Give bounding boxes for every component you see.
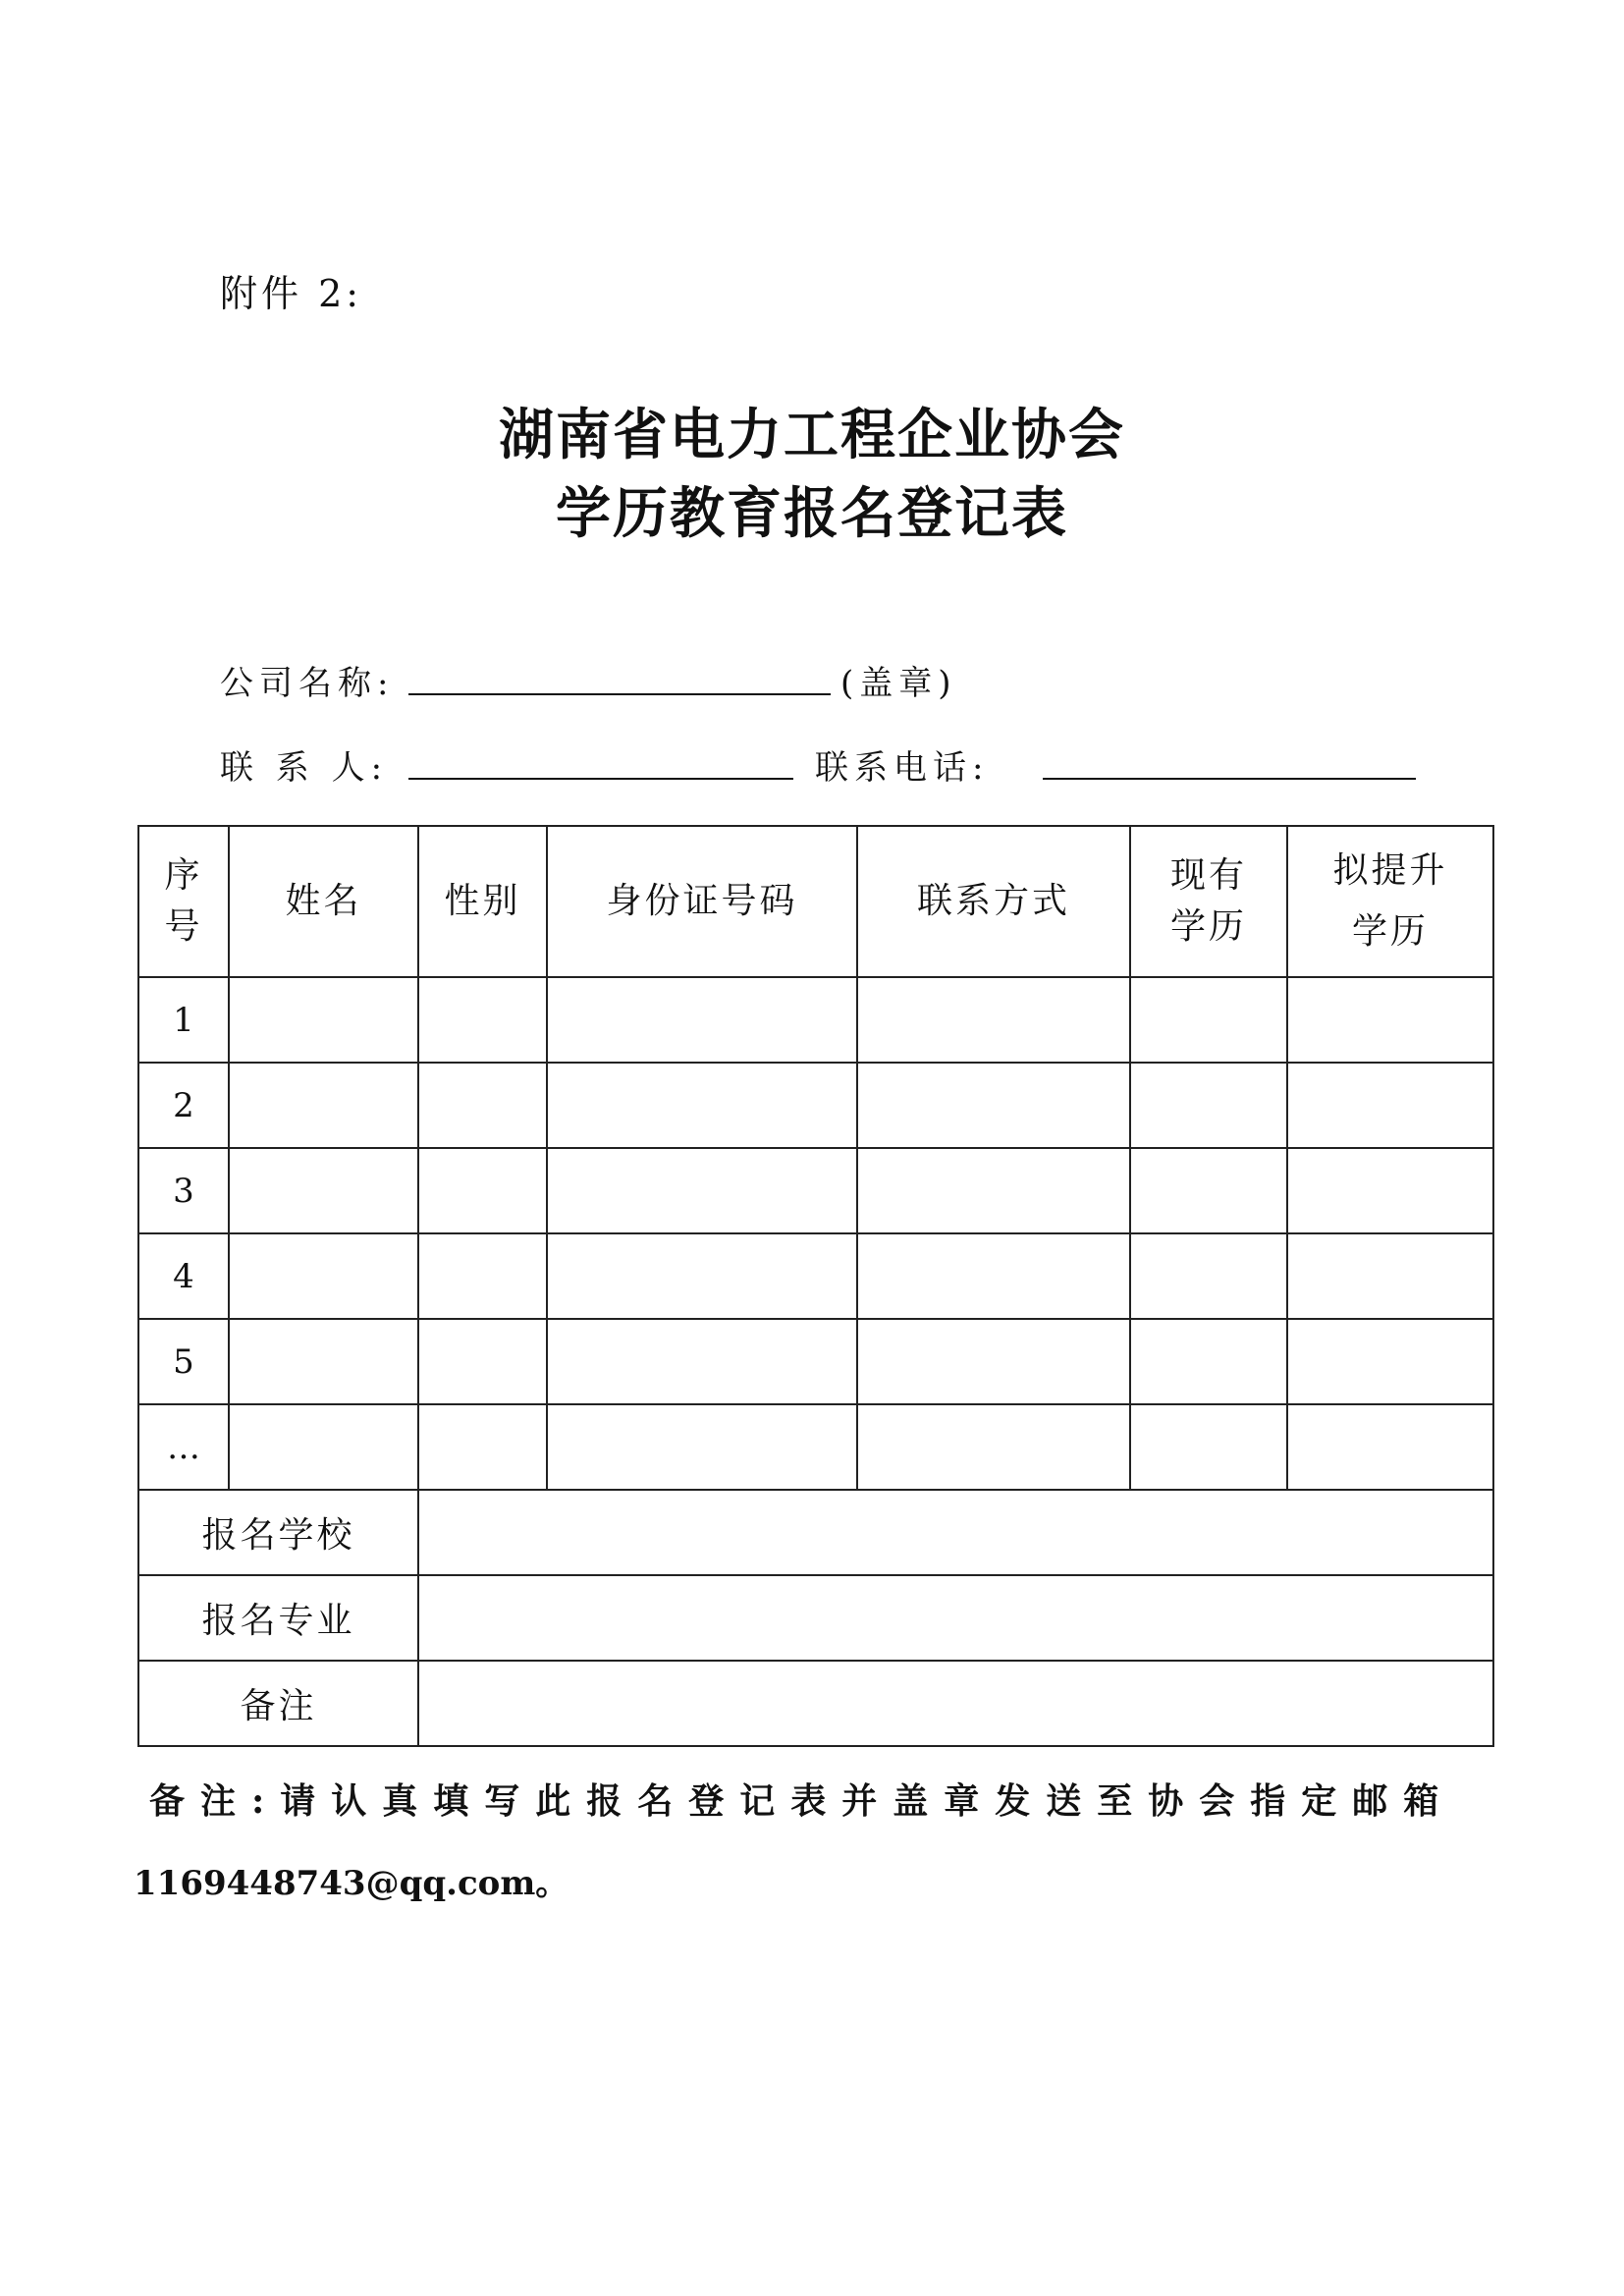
major-row [138, 1575, 1493, 1661]
school-row [138, 1490, 1493, 1575]
table-row [138, 1233, 1493, 1319]
current-education-cell[interactable] [1130, 1148, 1287, 1233]
name-cell[interactable] [229, 1233, 418, 1319]
gender-cell[interactable] [418, 1404, 547, 1490]
header-gender: 性别 [418, 826, 547, 977]
major-value-cell[interactable] [418, 1575, 1493, 1661]
current-education-cell[interactable] [1130, 1319, 1287, 1404]
header-current-education-line1: 现有 [1169, 854, 1247, 896]
header-seq-line1: 序 [164, 854, 203, 896]
company-name-label: 公司名称: [220, 664, 395, 703]
row-seq: 2 [138, 1063, 229, 1148]
gender-cell[interactable] [418, 977, 547, 1063]
target-education-cell[interactable] [1287, 977, 1493, 1063]
current-education-cell[interactable] [1130, 1063, 1287, 1148]
header-name: 姓名 [229, 826, 418, 977]
id-number-cell[interactable] [547, 1063, 857, 1148]
header-target-education-line1: 拟提升 [1332, 849, 1448, 891]
header-current-education-line2: 学历 [1169, 906, 1247, 947]
target-education-cell[interactable] [1287, 1063, 1493, 1148]
major-label: 报名专业 [138, 1575, 418, 1661]
header-seq [138, 826, 229, 977]
row-seq: 1 [138, 977, 229, 1063]
row-seq: 3 [138, 1148, 229, 1233]
attachment-label: 附件 2: [220, 272, 363, 315]
target-education-cell[interactable] [1287, 1404, 1493, 1490]
remark-row [138, 1661, 1493, 1746]
row-seq: … [138, 1404, 229, 1490]
remark-value-cell[interactable] [418, 1661, 1493, 1746]
contact-phone-label: 联系电话: [815, 748, 990, 788]
gender-cell[interactable] [418, 1319, 547, 1404]
gender-cell[interactable] [418, 1148, 547, 1233]
header-seq-line2: 号 [164, 906, 203, 947]
target-education-cell[interactable] [1287, 1233, 1493, 1319]
target-education-cell[interactable] [1287, 1319, 1493, 1404]
contact-person-label: 联 系 人: [220, 748, 389, 788]
name-cell[interactable] [229, 1063, 418, 1148]
contact-cell[interactable] [857, 1404, 1130, 1490]
target-education-cell[interactable] [1287, 1148, 1493, 1233]
contact-cell[interactable] [857, 1063, 1130, 1148]
table-row [138, 1319, 1493, 1404]
header-target-education-line2: 学历 [1351, 911, 1429, 952]
document-title-line1: 湖南省电力工程企业协会 [499, 404, 1125, 467]
id-number-cell[interactable] [547, 1404, 857, 1490]
header-target-education [1287, 826, 1493, 977]
row-seq: 4 [138, 1233, 229, 1319]
registration-table [137, 825, 1494, 1747]
document-title-line2: 学历教育报名登记表 [556, 482, 1068, 546]
school-label: 报名学校 [138, 1490, 418, 1575]
company-name-field[interactable] [408, 693, 831, 695]
contact-phone-field[interactable] [1043, 778, 1416, 780]
header-current-education [1130, 826, 1287, 977]
table-row [138, 977, 1493, 1063]
school-value-cell[interactable] [418, 1490, 1493, 1575]
id-number-cell[interactable] [547, 1148, 857, 1233]
row-seq: 5 [138, 1319, 229, 1404]
header-id-number: 身份证号码 [547, 826, 857, 977]
id-number-cell[interactable] [547, 1233, 857, 1319]
current-education-cell[interactable] [1130, 1404, 1287, 1490]
header-contact: 联系方式 [857, 826, 1130, 977]
remark-label: 备注 [138, 1661, 418, 1746]
name-cell[interactable] [229, 1404, 418, 1490]
name-cell[interactable] [229, 1148, 418, 1233]
name-cell[interactable] [229, 977, 418, 1063]
contact-person-field[interactable] [408, 778, 793, 780]
footnote-line1: 备注:请认真填写此报名登记表并盖章发送至协会指定邮箱 [149, 1780, 1455, 1822]
contact-cell[interactable] [857, 1319, 1130, 1404]
table-row [138, 1063, 1493, 1148]
contact-cell[interactable] [857, 1233, 1130, 1319]
table-row [138, 1404, 1493, 1490]
table-row [138, 1148, 1493, 1233]
current-education-cell[interactable] [1130, 1233, 1287, 1319]
id-number-cell[interactable] [547, 1319, 857, 1404]
table-header-row [138, 826, 1493, 977]
name-cell[interactable] [229, 1319, 418, 1404]
gender-cell[interactable] [418, 1233, 547, 1319]
contact-cell[interactable] [857, 977, 1130, 1063]
seal-label: (盖章) [840, 664, 957, 703]
id-number-cell[interactable] [547, 977, 857, 1063]
current-education-cell[interactable] [1130, 977, 1287, 1063]
gender-cell[interactable] [418, 1063, 547, 1148]
contact-cell[interactable] [857, 1148, 1130, 1233]
footnote-email: 1169448743@qq.com。 [134, 1864, 569, 1903]
